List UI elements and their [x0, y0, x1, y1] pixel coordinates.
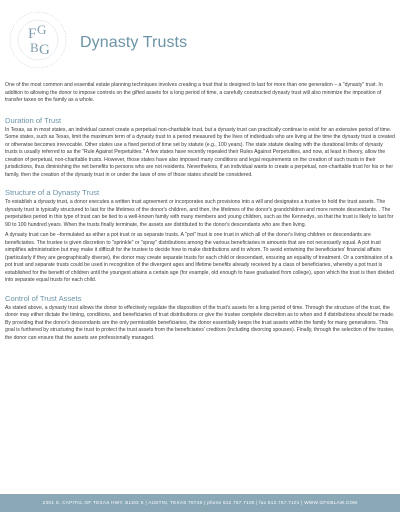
- section-paragraph: To establish a dynasty trust, a donor executes a written trust agreement or incorporates such provisions into a will and designates a trustee to hold the trust assets. The dynasty trust is typically structured to last for the lifetimes of the donor's children, and then, the lifetimes of the donor's grandchildren and more remote descendants. . The perpetuities period in this type of trust can be tied to a well-known family with many members and young children, such as the Kennedys, so that the trust is likely to last for 90 to 100 hundred years. When the trusts finally terminate, the assets are distributed to the donor's descendants who are then living.: [5, 199, 394, 228]
- svg-text:B: B: [30, 40, 39, 55]
- intro-paragraph: One of the most common and essential estate planning techniques involves creating a trust that is designed to last for more than one generation – a "dynasty" trust. In addition to allowing the donor to impose controls on the gifted assets for a long period of time, a carefully constructed dynasty trust will also minimize the imposition of transfer taxes on the family as a whole.: [5, 82, 383, 103]
- section-heading-control: Control of Trust Assets: [5, 293, 82, 303]
- firm-logo: [4, 4, 72, 76]
- svg-text:F: F: [28, 26, 37, 42]
- svg-text:G: G: [39, 42, 50, 58]
- svg-text:G: G: [37, 22, 47, 37]
- footer-contact: 2301 S. CAPITAL OF TEXAS HWY, BLDG K | AUSTIN, TEXAS 78746 | phone 512.767.7100 | fax 512.767.7101 | WWW.GFGBLAW.COM: [42, 500, 358, 505]
- firm-logo-seal: [4, 4, 72, 76]
- footer-bar: [0, 494, 400, 512]
- section-heading-duration: Duration of Trust: [5, 115, 62, 125]
- section-heading-structure: Structure of a Dynasty Trust: [5, 188, 100, 197]
- section-paragraph: A dynasty trust can be –formulated as either a pot trust or as separate trusts. A "pot" trust is one trust in which all of the donor's living children or descendants are beneficiaries. The trustee is given discretion to "sprinkle" or "spray" distributions among the various beneficiaries in amounts that are not necessarily equal. A pot trust simplifies administration but may make it difficult for the trustee to decide how to make distributions and to whom. To avoid entwining the beneficiaries' financial affairs (particularly if they are geographically diverse), the donor may create separate trusts for each child or descendant, ensuring an equality of treatment. Or a combination of a pot trust and separate trusts could be used in recognition of the divergent ages and lifetime benefits already received by a class of beneficiaries, whereby a pot trust is established for the benefit of children until the youngest attains a certain age (for example, old enough to have graduated from college), upon which the trust is then divided into separate equal trusts for each child.: [5, 232, 394, 283]
- section-paragraph: As stated above, a dynasty trust allows the donor to effectively regulate the disposition of the trust's assets for a long period of time. Through the structure of the trust, the donor may either dictate the timing, conditions, and beneficiaries of trust distributions or give the trustee complete discretion as to when and if distributions should be made. By providing that the donor's descendants are the only permissible beneficiaries, the donor essentially keeps the trust assets within the family for many generations. This goal is furthered by structuring the trust to protect the trust assets from the beneficiaries' creditors (including divorcing spouses). Finally, through the selection of the trustee, the donor can ensure that the assets are professionally managed.: [5, 304, 395, 341]
- document-body: [5, 82, 395, 342]
- page-title: Dynasty Trusts: [80, 34, 188, 51]
- section-paragraph: In Texas, as in most states, an individual cannot create a perpetual non-charitable trust, but a dynasty trust can practically continue to exist for an extensive period of time. Some states, such as Texas, limit the maximum term of a dynasty trust to a period measured by the lives of individuals who are living at the time the dynasty trust is created or otherwise becomes irrevocable. Other states use a fixed period of time set by statute (e.g., 100 years). The state statute dealing with the durational limits of dynasty trusts is usually referred to as the "Rule Against Perpetuities." A few states have recently repealed their Rules Against Perpetuities, and now, at least in theory, allow the creation of perpetual, non-charitable trusts. However, those states have also imposed many conditions and legal requirements on the creation of such trusts in their jurisdictions, thus diminishing the net benefits to persons who are not residents. Nevertheless, if an individual wants to create a perpetual, non-charitable trust for his or her family, then the creation of the dynasty trust in or under the laws of one of those states should be considered.: [5, 126, 395, 178]
